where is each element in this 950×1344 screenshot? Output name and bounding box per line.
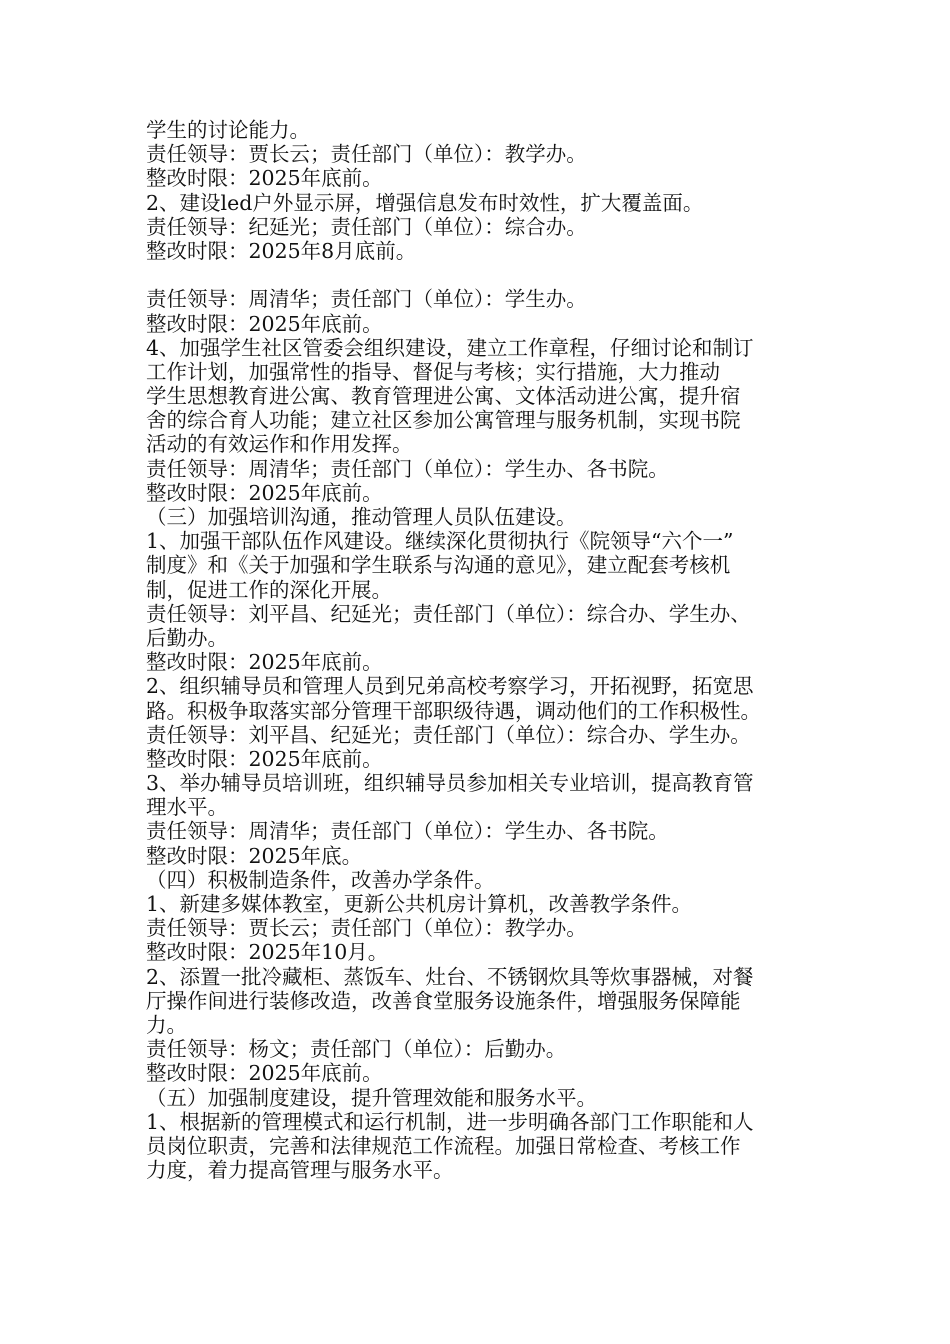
deadline-line: 整改时限：2025年底。 — [146, 843, 363, 868]
responsible-line: 责任领导：杨文；责任部门（单位）：后勤办。 — [146, 1037, 567, 1062]
responsible-line: 责任领导：刘平昌、纪延光；责任部门（单位）：综合办、学生办、 — [146, 601, 751, 626]
deadline-line: 整改时限：2025年8月底前。 — [146, 238, 417, 263]
responsible-line: 责任领导：纪延光；责任部门（单位）：综合办。 — [146, 214, 587, 239]
responsible-line: 责任领导：刘平昌、纪延光；责任部门（单位）：综合办、学生办。 — [146, 722, 751, 747]
section-heading: （三）加强培训沟通，推动管理人员队伍建设。 — [146, 505, 577, 529]
responsible-line: 责任领导：周清华；责任部门（单位）：学生办。 — [146, 287, 587, 312]
responsible-line: 责任领导：周清华；责任部门（单位）：学生办、各书院。 — [146, 456, 669, 481]
responsible-line: 责任领导：贾长云；责任部门（单位）：教学办。 — [146, 916, 587, 941]
deadline-line: 整改时限：2025年底前。 — [146, 1061, 383, 1086]
text-line: 舍的综合育人功能；建立社区参加公寓管理与服务机制，实现书院 — [146, 408, 741, 433]
text-line: 理水平。 — [146, 795, 228, 820]
text-line: 后勤办。 — [146, 625, 228, 650]
document-body — [146, 118, 814, 1182]
text-line: 工作计划，加强常性的指导、督促与考核；实行措施，大力推动 — [146, 359, 720, 384]
text-line: 员岗位职责，完善和法律规范工作流程。加强日常检查、考核工作 — [146, 1133, 741, 1158]
text-line: 学生的讨论能力。 — [146, 118, 310, 142]
text-line: 力。 — [146, 1012, 187, 1037]
item-line: 3、举办辅导员培训班，组织辅导员参加相关专业培训，提高教育管 — [146, 771, 754, 796]
text-line: 力度，着力提高管理与服务水平。 — [146, 1158, 454, 1183]
item-line: 2、组织辅导员和管理人员到兄弟高校考察学习，开拓视野，拓宽思 — [146, 674, 754, 699]
deadline-line: 整改时限：2025年底前。 — [146, 480, 383, 505]
item-line: 2、添置一批冷藏柜、蒸饭车、灶台、不锈钢炊具等炊事器械，对餐 — [146, 964, 754, 989]
deadline-line: 整改时限：2025年底前。 — [146, 650, 383, 675]
deadline-line: 整改时限：2025年10月。 — [146, 940, 389, 965]
item-line: 1、根据新的管理模式和运行机制，进一步明确各部门工作职能和人 — [146, 1109, 754, 1134]
deadline-line: 整改时限：2025年底前。 — [146, 166, 383, 191]
text-line: 学生思想教育进公寓、教育管理进公寓、文体活动进公寓，提升宿 — [146, 384, 741, 409]
responsible-line: 责任领导：贾长云；责任部门（单位）：教学办。 — [146, 142, 587, 167]
text-line: 活动的有效运作和作用发挥。 — [146, 432, 413, 457]
text-line: 厅操作间进行装修改造，改善食堂服务设施条件，增强服务保障能 — [146, 988, 741, 1013]
blank-line — [146, 263, 814, 287]
text-line: 路。积极争取落实部分管理干部职级待遇，调动他们的工作积极性。 — [146, 698, 761, 723]
section-heading: （四）积极制造条件，改善办学条件。 — [146, 867, 495, 892]
text-line: 制，促进工作的深化开展。 — [146, 577, 392, 602]
item-line: 1、加强干部队伍作风建设。继续深化贯彻执行《院领导“六个一” — [146, 529, 734, 554]
deadline-line: 整改时限：2025年底前。 — [146, 746, 383, 771]
section-heading: （五）加强制度建设，提升管理效能和服务水平。 — [146, 1085, 597, 1110]
responsible-line: 责任领导：周清华；责任部门（单位）：学生办、各书院。 — [146, 819, 669, 844]
deadline-line: 整改时限：2025年底前。 — [146, 311, 383, 336]
item-line: 2、建设led户外显示屏，增强信息发布时效性，扩大覆盖面。 — [146, 190, 704, 215]
text-line: 制度》和《关于加强和学生联系与沟通的意见》，建立配套考核机 — [146, 553, 731, 578]
item-line: 4、加强学生社区管委会组织建设，建立工作章程，仔细讨论和制订 — [146, 335, 754, 360]
item-line: 1、新建多媒体教室，更新公共机房计算机，改善教学条件。 — [146, 892, 693, 916]
